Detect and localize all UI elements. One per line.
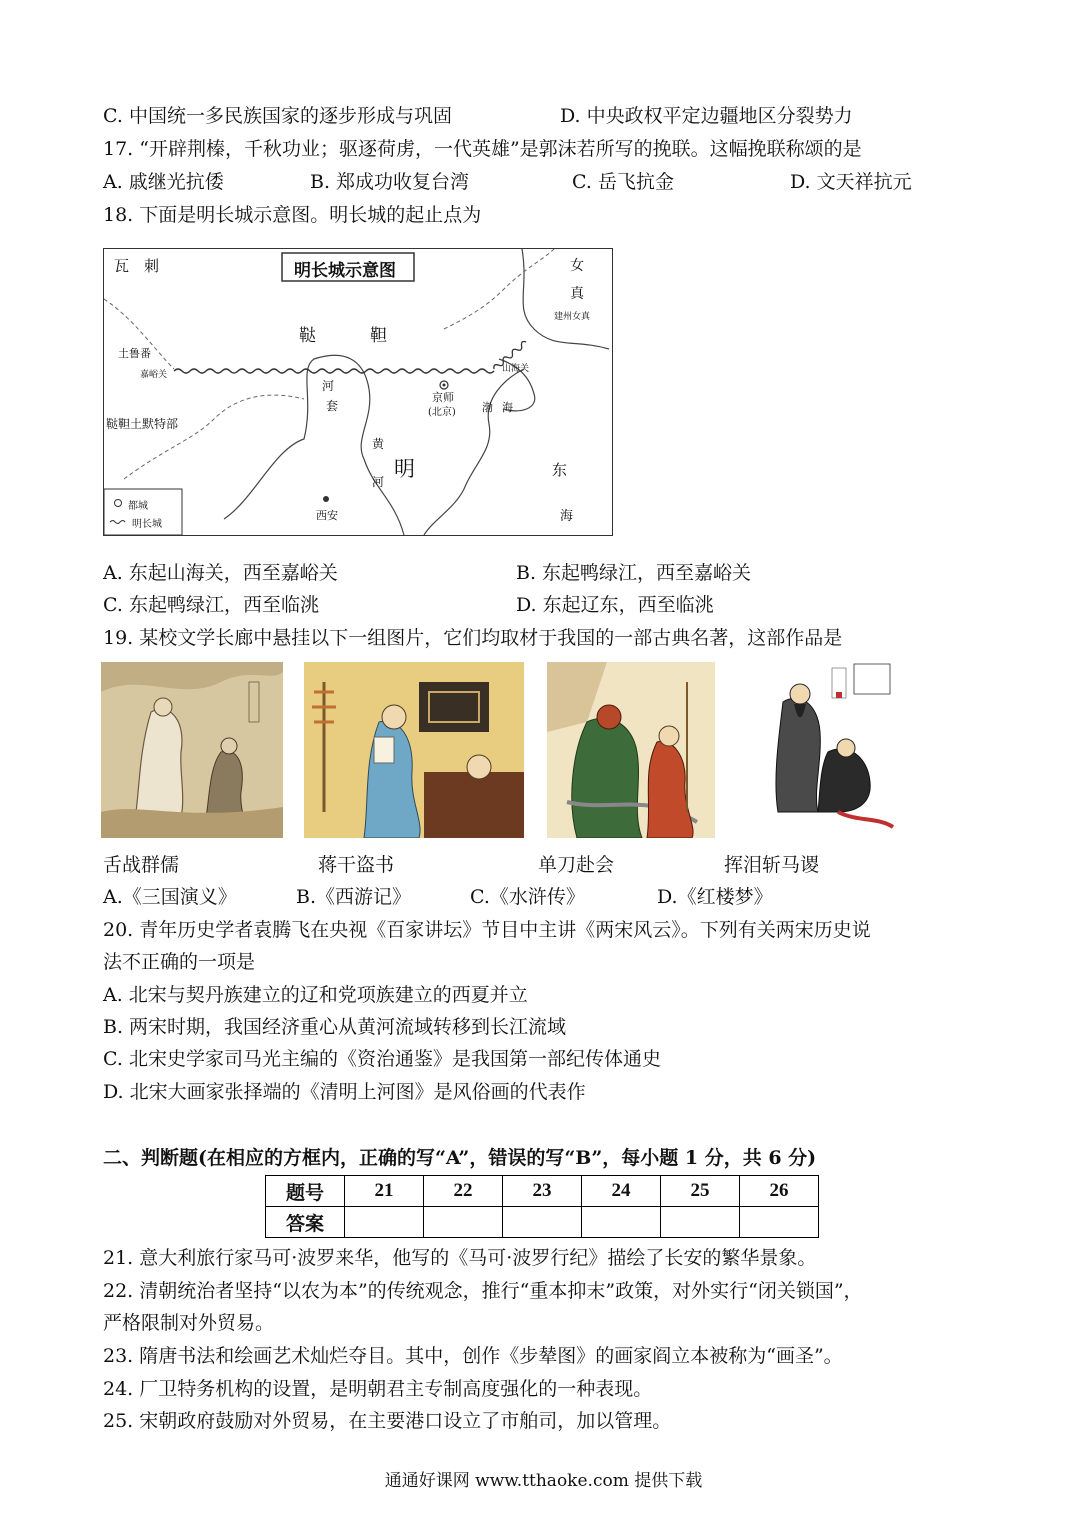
map-label-dong: 东 bbox=[552, 461, 568, 479]
answer-cell[interactable] bbox=[740, 1207, 819, 1238]
table-cell-number: 23 bbox=[503, 1176, 582, 1207]
table-header-number: 题号 bbox=[266, 1176, 345, 1207]
q17-option-d: D. 文天祥抗元 bbox=[790, 171, 912, 193]
q19-option-c: C.《水浒传》 bbox=[470, 886, 585, 908]
q20-option-d: D. 北宋大画家张择端的《清明上河图》是风俗画的代表作 bbox=[103, 1081, 586, 1103]
q20-stem-line2: 法不正确的一项是 bbox=[103, 951, 256, 973]
section2-heading: 二、判断题(在相应的方框内，正确的写“A”，错误的写“B”，每小题 1 分，共 6 分) bbox=[103, 1147, 817, 1169]
map-label-tulufan: 土鲁番 bbox=[118, 347, 151, 360]
q21: 21. 意大利旅行家马可·波罗来华，他写的《马可·波罗行纪》描绘了长安的繁华景象。 bbox=[103, 1247, 817, 1269]
map-label-dong-hai: 海 bbox=[560, 509, 574, 524]
map-label-wa: 瓦 bbox=[114, 257, 130, 275]
map-label-he: 河 bbox=[322, 379, 335, 393]
caption-2: 蒋干盗书 bbox=[318, 854, 395, 876]
illustration-executing-ma-su-art bbox=[758, 662, 898, 838]
q20-stem-line1: 20. 青年历史学者袁腾飞在央视《百家讲坛》节目中主讲《两宋风云》。下列有关两宋历史说 bbox=[103, 919, 871, 941]
q17-option-c: C. 岳飞抗金 bbox=[572, 171, 674, 193]
map-label-xian: 西安 bbox=[316, 509, 338, 522]
map-label-ming: 明 bbox=[394, 457, 415, 481]
q17-stem: 17. “开辟荆榛，千秋功业；驱逐荷虏，一代英雄”是郭沫若所写的挽联。这幅挽联称颂的是 bbox=[103, 138, 862, 160]
map-label-hai: 海 bbox=[502, 401, 513, 414]
q19-option-d: D.《红楼梦》 bbox=[657, 886, 773, 908]
q22-line2: 严格限制对外贸易。 bbox=[103, 1312, 275, 1334]
map-label-he2: 河 bbox=[372, 475, 385, 489]
map-label-jingshi: 京师 bbox=[432, 391, 454, 404]
map-label-la: 刺 bbox=[144, 257, 160, 275]
footer-source: 通通好课网 www.tthaoke.com 提供下载 bbox=[384, 1471, 703, 1491]
answer-cell[interactable] bbox=[345, 1207, 424, 1238]
q18-option-a: A. 东起山海关，西至嘉峪关 bbox=[103, 562, 338, 584]
caption-1: 舌战群儒 bbox=[103, 854, 180, 876]
illustration-debate bbox=[101, 662, 283, 838]
q19-stem: 19. 某校文学长廊中悬挂以下一组图片，它们均取材于我国的一部古典名著，这部作品是 bbox=[103, 627, 843, 649]
table-cell-number: 24 bbox=[582, 1176, 661, 1207]
map-label-huang: 黄 bbox=[372, 437, 385, 451]
q19-option-a: A.《三国演义》 bbox=[103, 886, 237, 908]
border-northeast bbox=[444, 249, 554, 329]
answer-cell[interactable] bbox=[424, 1207, 503, 1238]
illustration-single-sword bbox=[547, 662, 715, 838]
q25: 25. 宋朝政府鼓励对外贸易，在主要港口设立了市舶司，加以管理。 bbox=[103, 1410, 672, 1432]
xian-marker bbox=[323, 496, 329, 502]
q19-option-b: B.《西游记》 bbox=[296, 886, 412, 908]
q18-option-b: B. 东起鸭绿江，西至嘉峪关 bbox=[516, 562, 752, 584]
q16-option-d: D. 中央政权平定边疆地区分裂势力 bbox=[560, 105, 853, 127]
map-label-bo: 渤 bbox=[482, 401, 493, 414]
caption-3: 单刀赴会 bbox=[538, 854, 615, 876]
answer-cell[interactable] bbox=[503, 1207, 582, 1238]
table-cell-number: 22 bbox=[424, 1176, 503, 1207]
border-west bbox=[124, 395, 304, 479]
q22-line1: 22. 清朝统治者坚持“以农为本”的传统观念，推行“重本抑末”政策，对外实行“闭关锁国”， bbox=[103, 1280, 863, 1302]
map-drawing bbox=[104, 249, 612, 535]
map-label-jianzhou: 建州女真 bbox=[554, 312, 591, 322]
legend-capital: 都城 bbox=[128, 501, 148, 512]
q18-option-d: D. 东起辽东，西至临洮 bbox=[516, 594, 714, 616]
map-label-nv: 女 bbox=[570, 258, 584, 274]
q24: 24. 厂卫特务机构的设置，是明朝君主专制高度强化的一种表现。 bbox=[103, 1378, 653, 1400]
q17-option-b: B. 郑成功收复台湾 bbox=[310, 171, 470, 193]
map-label-dan: 靼 bbox=[370, 326, 387, 346]
answer-cell[interactable] bbox=[582, 1207, 661, 1238]
table-header-answer: 答案 bbox=[266, 1207, 345, 1238]
map-label-jiayuguan: 嘉峪关 bbox=[140, 370, 168, 380]
map-label-tumote: 鞑靼土默特部 bbox=[106, 417, 179, 431]
q23: 23. 隋唐书法和绘画艺术灿烂夺目。其中，创作《步辇图》的画家阎立本被称为“画圣”。 bbox=[103, 1345, 843, 1367]
answer-cell[interactable] bbox=[661, 1207, 740, 1238]
q20-option-c: C. 北宋史学家司马光主编的《资治通鉴》是我国第一部纪传体通史 bbox=[103, 1048, 661, 1070]
q18-stem: 18. 下面是明长城示意图。明长城的起止点为 bbox=[103, 204, 482, 226]
map-label-tao: 套 bbox=[326, 399, 339, 413]
map-label-shanhaiguan: 山海关 bbox=[502, 364, 530, 374]
map-label-beijing: (北京) bbox=[428, 407, 456, 418]
legend-great-wall: 明长城 bbox=[132, 519, 162, 530]
q16-option-c: C. 中国统一多民族国家的逐步形成与巩固 bbox=[103, 105, 452, 127]
q17-option-a: A. 戚继光抗倭 bbox=[103, 171, 224, 193]
table-cell-number: 25 bbox=[661, 1176, 740, 1207]
map-label-da: 鞑 bbox=[299, 326, 316, 346]
ming-great-wall-map bbox=[103, 248, 613, 536]
table-cell-number: 21 bbox=[345, 1176, 424, 1207]
illustration-single-sword-art bbox=[547, 662, 715, 838]
q18-option-c: C. 东起鸭绿江，西至临洮 bbox=[103, 594, 319, 616]
illustration-stealing-letter bbox=[304, 662, 524, 838]
map-label-zhen: 真 bbox=[570, 286, 584, 302]
illustration-stealing-letter-art bbox=[304, 662, 524, 838]
great-wall-line bbox=[174, 369, 494, 373]
answer-table-number-row bbox=[266, 1176, 819, 1207]
table-cell-number: 26 bbox=[740, 1176, 819, 1207]
caption-4: 挥泪斩马谡 bbox=[724, 854, 820, 876]
map-title: 明长城示意图 bbox=[294, 261, 396, 281]
q20-option-a: A. 北宋与契丹族建立的辽和党项族建立的西夏并立 bbox=[103, 984, 528, 1006]
illustration-debate-art bbox=[101, 662, 283, 838]
answer-table-answer-row bbox=[266, 1207, 819, 1238]
q20-option-b: B. 两宋时期，我国经济重心从黄河流域转移到长江流域 bbox=[103, 1016, 567, 1038]
answer-table bbox=[265, 1175, 819, 1238]
illustration-executing-ma-su bbox=[758, 662, 898, 838]
